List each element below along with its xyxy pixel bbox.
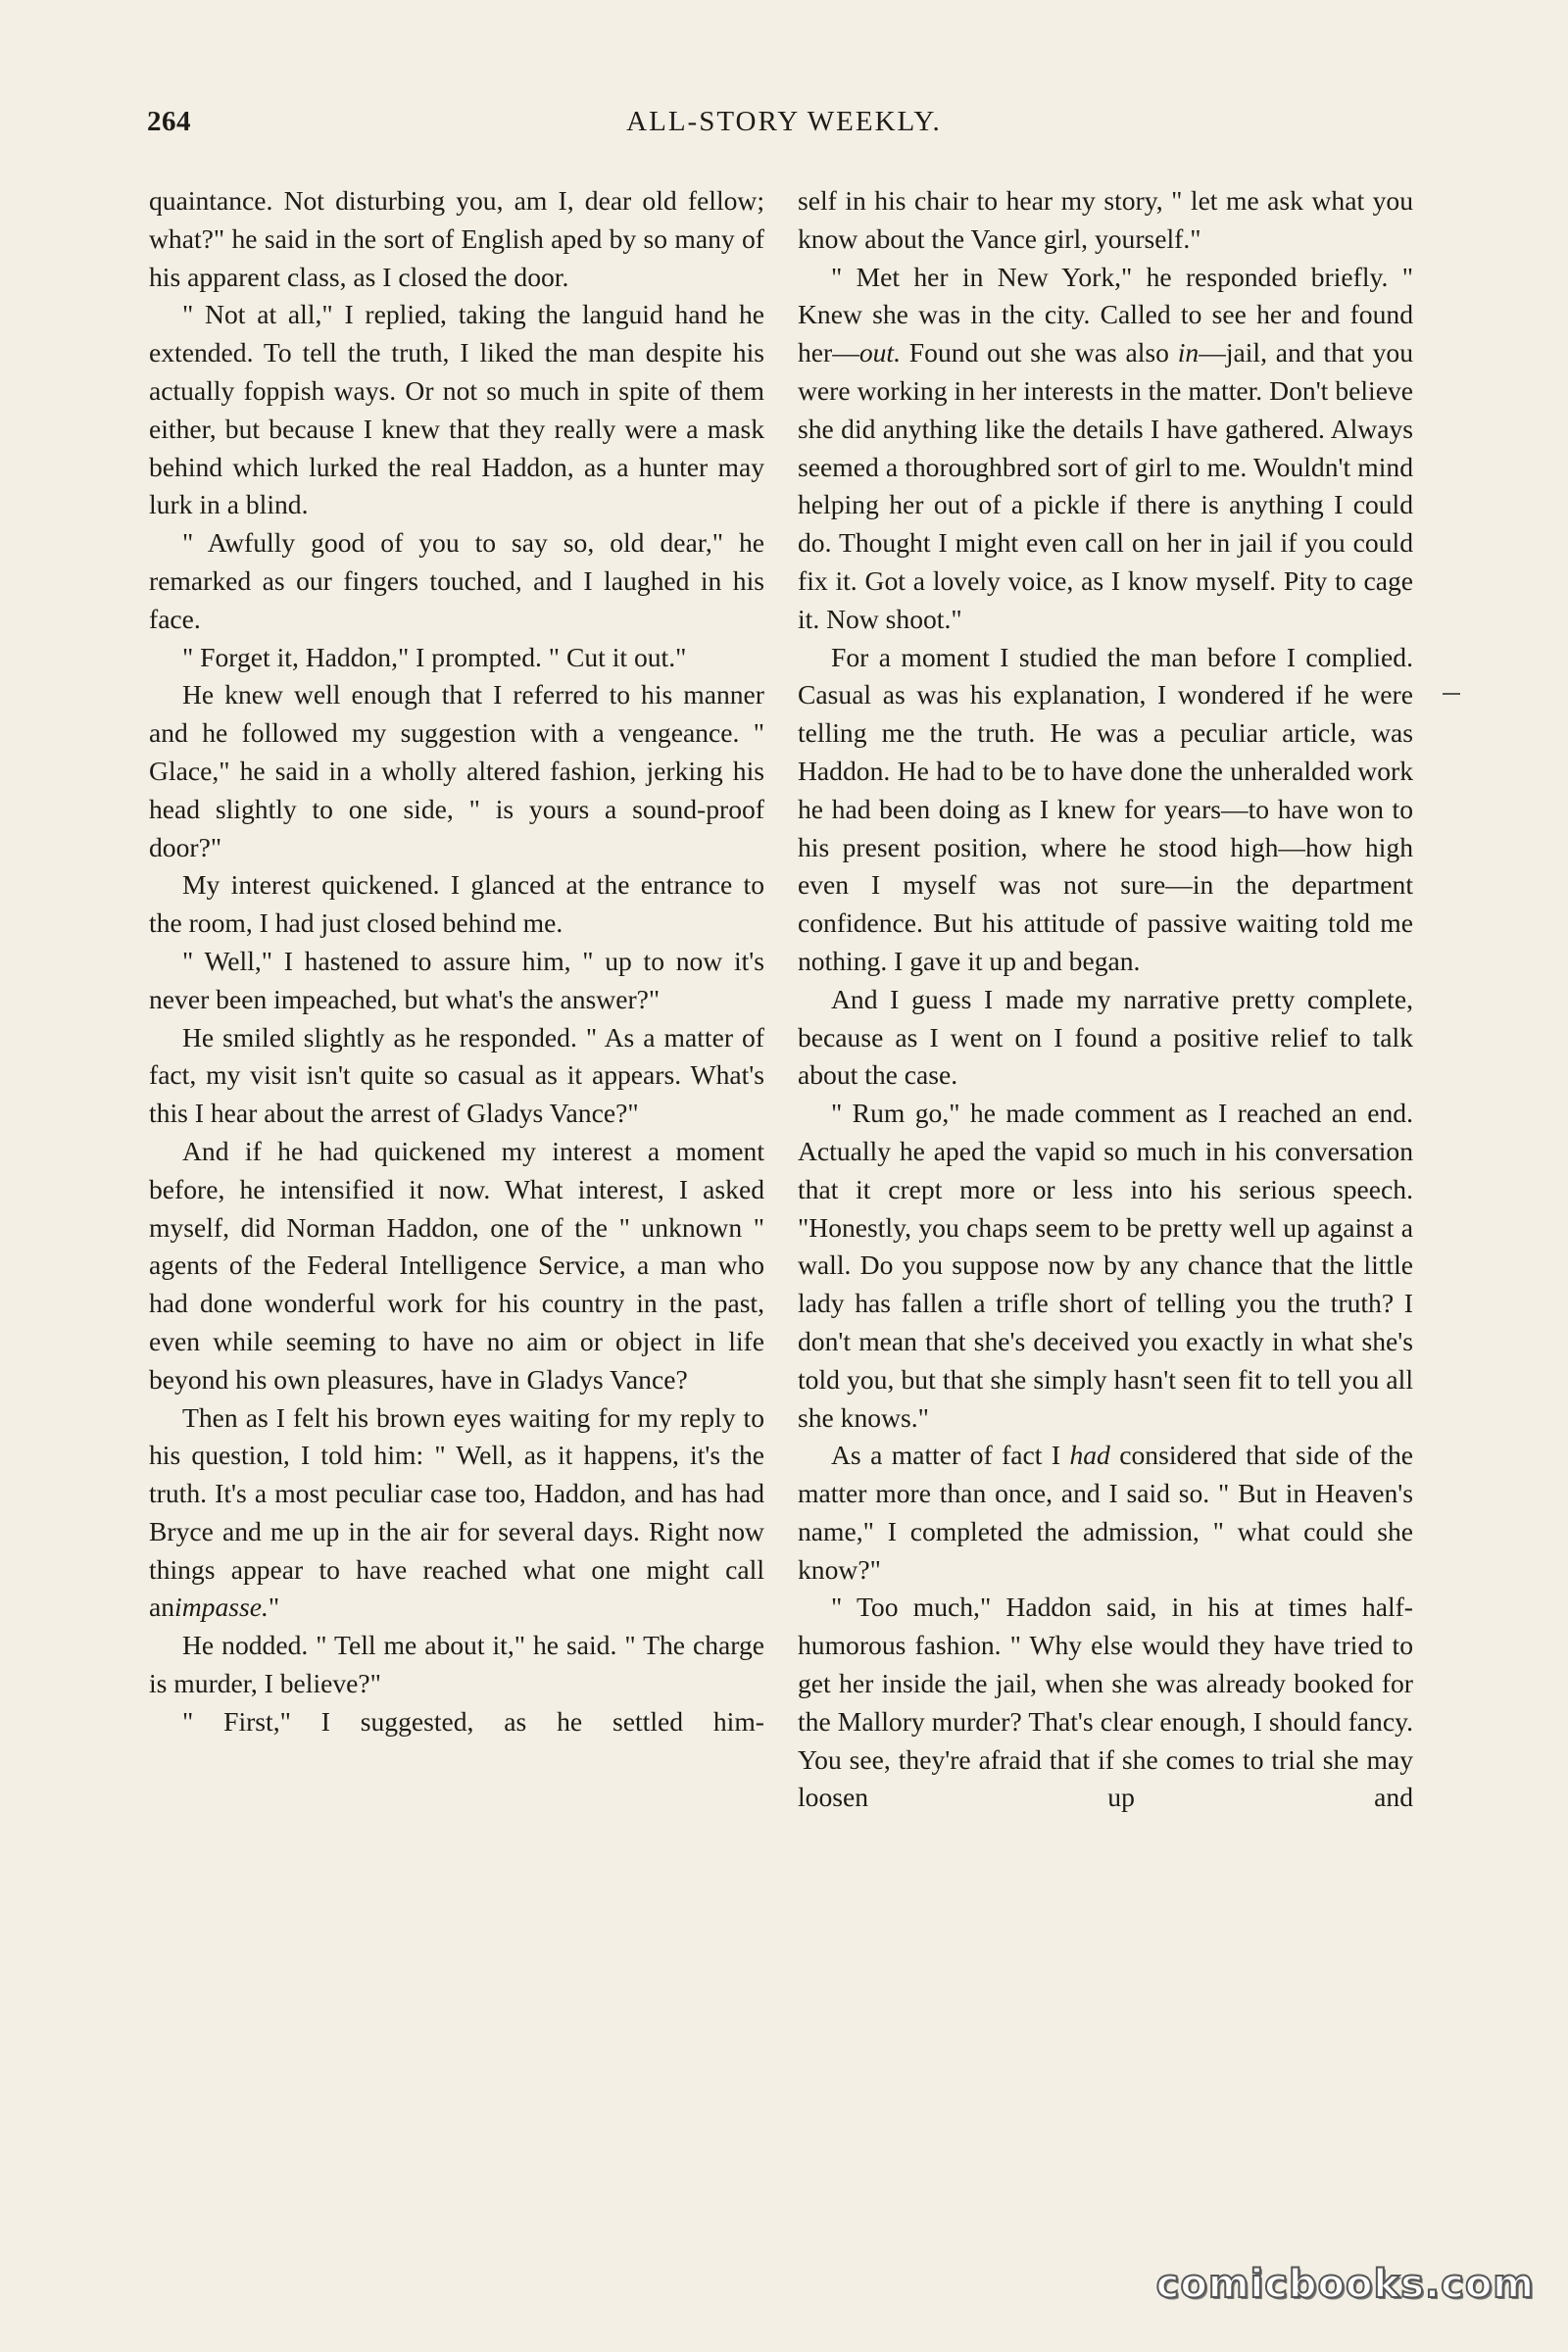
paragraph bbox=[149, 866, 764, 943]
paragraph bbox=[798, 1095, 1413, 1437]
paragraph-text: And I guess I made my narrative pretty complete, because as I went on I found a positive relief to talk about the case. bbox=[798, 983, 1413, 1091]
paragraph bbox=[798, 1589, 1413, 1817]
paragraph bbox=[798, 1437, 1413, 1589]
paragraph-text: Then as I felt his brown eyes waiting for my reply to his question, I told him: " Well, as it happens, it's the truth. It's a most peculiar case too, Haddon, and has had Bryce and me up in the air for several days. Right now things appear to have reached what one might call an bbox=[149, 1401, 764, 1623]
running-title: ALL-STORY WEEKLY. bbox=[626, 106, 942, 137]
paragraph bbox=[149, 1019, 764, 1133]
paragraph-text: " bbox=[268, 1592, 280, 1623]
paragraph-text: And if he had quickened my interest a moment before, he intensified it now. What interest, I asked myself, did Norman Haddon, one of the " unknown " agents of the Federal Intelligence Service, a man who had done wonderful work for his country in the past, even while seeming to have no aim or object in life beyond his own pleasures, have in Gladys Vance? bbox=[149, 1135, 764, 1395]
paragraph-text: As a matter of fact I bbox=[831, 1440, 1070, 1471]
paragraph bbox=[149, 676, 764, 866]
paragraph-text: He nodded. " Tell me about it," he said. " The charge is murder, I believe?" bbox=[149, 1630, 764, 1699]
paragraph-text: " Not at all," I replied, taking the languid hand he extended. To tell the truth, I liked the man despite his actually foppish ways. Or not so much in spite of them either, but because I knew that they really were a mask behind which lurked the real Haddon, as a hunter may lurk in a blind. bbox=[149, 299, 764, 520]
paragraph bbox=[149, 1399, 764, 1628]
left-column bbox=[149, 182, 764, 1741]
page-number: 264 bbox=[147, 106, 191, 137]
page-header bbox=[147, 106, 1421, 155]
paragraph bbox=[149, 943, 764, 1019]
paragraph bbox=[149, 1627, 764, 1703]
watermark-logo: comicbooks.com bbox=[1155, 2262, 1535, 2307]
paragraph bbox=[798, 981, 1413, 1095]
paragraph-text: " First," I suggested, as he settled him- bbox=[182, 1705, 764, 1737]
paragraph bbox=[798, 639, 1413, 981]
paragraph-text: " Well," I hastened to assure him, " up to now it's never been impeached, but what's the answer?" bbox=[149, 945, 764, 1014]
paragraph-text: " Rum go," he made comment as I reached an end. Actually he aped the vapid so much in his conversation that it crept more or less into his serious speech. "Honestly, you chaps seem to be pretty well up against a wall. Do you suppose now by any chance that the little lady has fallen a trifle short of telling you the truth? I don't mean that she's deceived you exactly in what she's told you, but that she simply hasn't seen fit to tell you all she knows." bbox=[798, 1098, 1413, 1433]
paragraph-text: " Forget it, Haddon," I prompted. " Cut it out." bbox=[182, 641, 687, 672]
paragraph-text: considered that side of the matter more than once, and I said so. " But in Heaven's name," I completed the admission, " what could she know?" bbox=[798, 1440, 1413, 1585]
italic-text: had bbox=[1069, 1440, 1110, 1471]
paragraph-text: " Too much," Haddon said, in his at times half-humorous fashion. " Why else would they have tried to get her inside the jail, when she was already booked for the Mallory murder? That's clear enough, I should fancy. You see, they're afraid that if she comes to trial she may loosen up and bbox=[798, 1592, 1413, 1813]
paragraph-text: self in his chair to hear my story, " let me ask what you know about the Vance girl, yourself." bbox=[798, 185, 1413, 254]
paragraph-text: For a moment I studied the man before I complied. Casual as was his explanation, I wondered if he were telling me the truth. He was a peculiar article, was Haddon. He had to be to have done the unheralded work he had been doing as I knew for years—to have won to his present position, where he stood high—how high even I myself was not sure—in the department confidence. But his attitude of passive waiting told me nothing. I gave it up and began. bbox=[798, 641, 1413, 976]
right-column bbox=[798, 182, 1413, 1817]
paragraph bbox=[149, 296, 764, 524]
margin-mark bbox=[1443, 693, 1460, 695]
paragraph bbox=[149, 1133, 764, 1399]
italic-text: out. bbox=[858, 337, 901, 368]
paragraph-text: " Met her in New York," he responded briefly. " Knew she was in the city. Called to see her and found her— bbox=[798, 261, 1413, 368]
paragraph-text: He smiled slightly as he responded. " As a matter of fact, my visit isn't quite so casual as it appears. What's this I hear about the arrest of Gladys Vance?" bbox=[149, 1021, 764, 1129]
italic-text: in bbox=[1177, 337, 1200, 368]
paragraph-text: Found out she was also bbox=[901, 337, 1178, 368]
italic-text: impasse. bbox=[174, 1592, 269, 1623]
paragraph bbox=[149, 524, 764, 638]
paragraph bbox=[798, 182, 1413, 259]
paragraph bbox=[149, 1703, 764, 1741]
paragraph-text: quaintance. Not disturbing you, am I, dear old fellow; what?" he said in the sort of English aped by so many of his apparent class, as I closed the door. bbox=[149, 185, 764, 292]
paragraph-text: My interest quickened. I glanced at the entrance to the room, I had just closed behind me. bbox=[149, 869, 764, 939]
paragraph bbox=[798, 259, 1413, 639]
paragraph-text: " Awfully good of you to say so, old dear," he remarked as our fingers touched, and I laughed in his face. bbox=[149, 527, 764, 634]
paragraph-text: He knew well enough that I referred to his manner and he followed my suggestion with a vengeance. " Glace," he said in a wholly altered fashion, jerking his head slightly to one side, " is yours a sound-proof door?" bbox=[149, 679, 764, 862]
paragraph-text: —jail, and that you were working in her interests in the matter. Don't believe she did anything like the details I have gathered. Always seemed a thoroughbred sort of girl to me. Wouldn't mind helping her out of a pickle if there is anything I could do. Thought I might even call on her in jail if you could fix it. Got a lovely voice, as I know myself. Pity to cage it. Now shoot." bbox=[798, 337, 1413, 634]
paragraph bbox=[149, 182, 764, 296]
paragraph bbox=[149, 639, 764, 677]
